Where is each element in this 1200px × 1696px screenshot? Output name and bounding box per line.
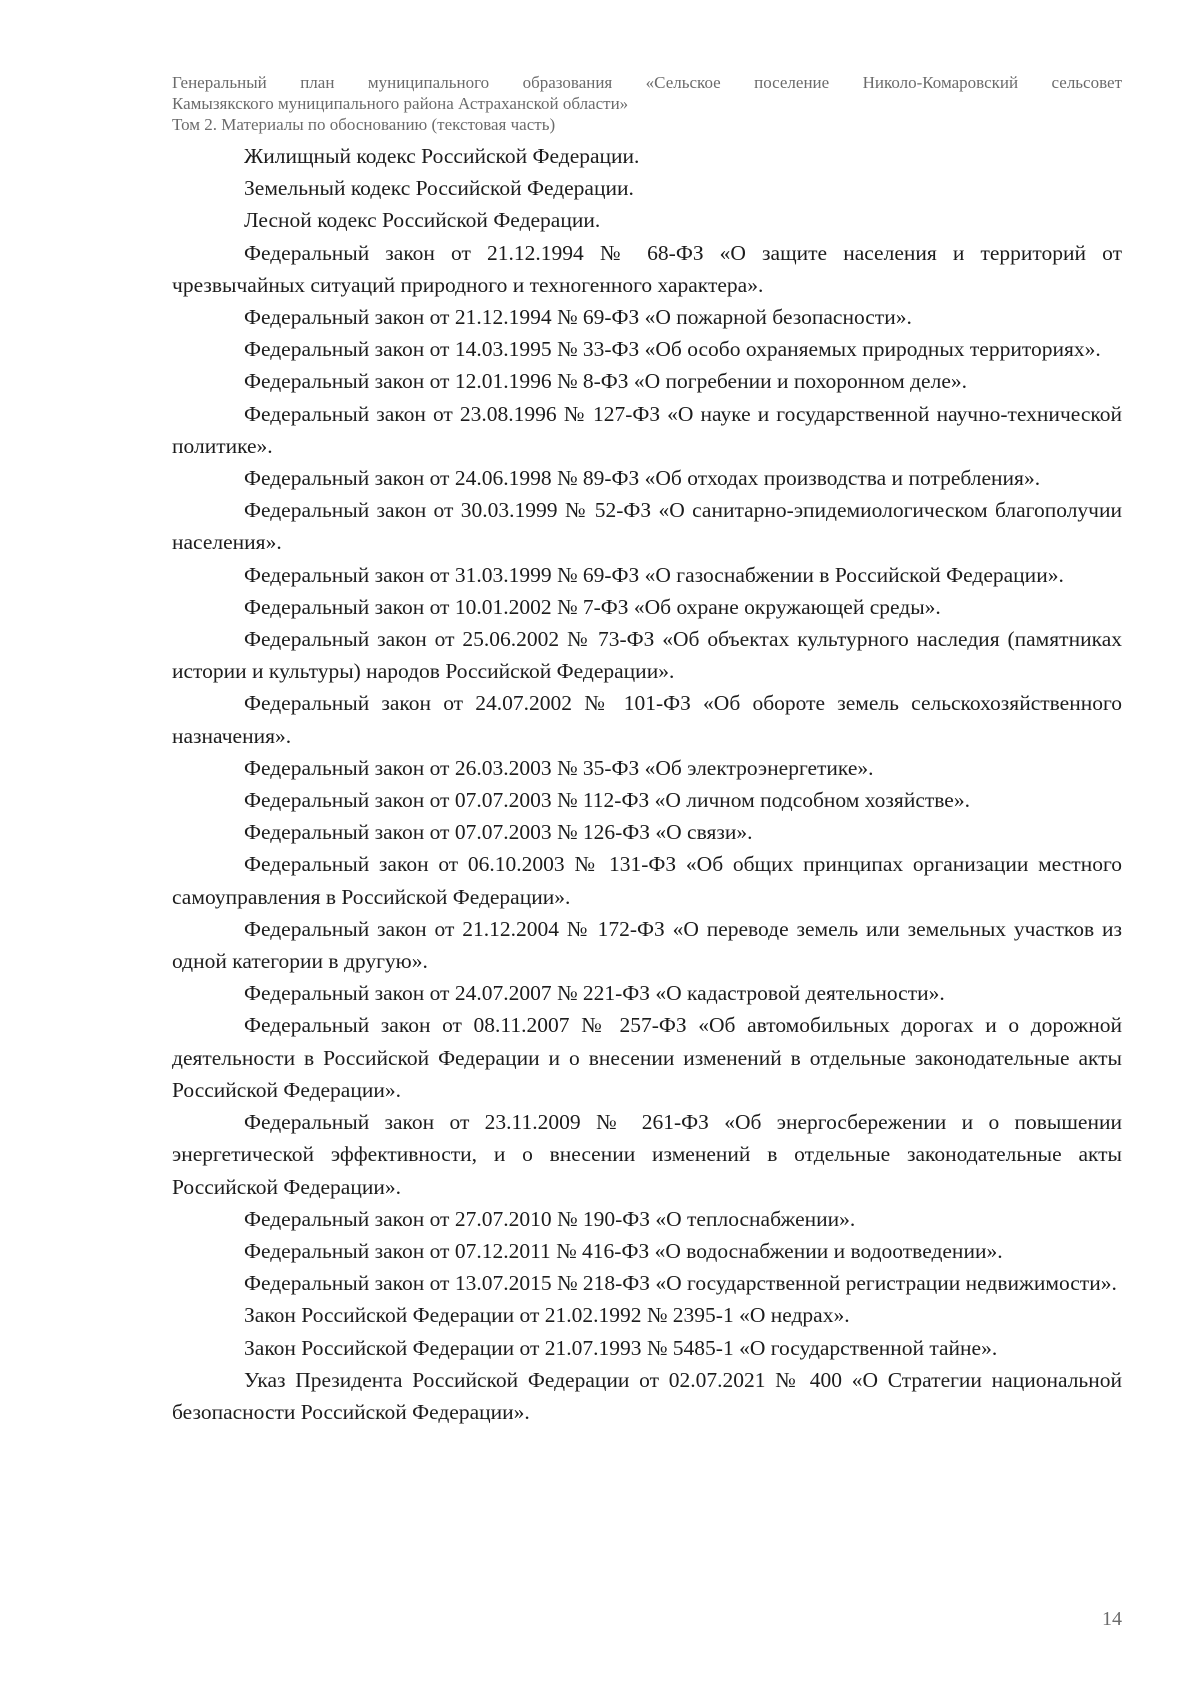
list-item: Федеральный закон от 30.03.1999 № 52-ФЗ «О санитарно-эпидемиологическом благополучии населения».: [172, 498, 1122, 555]
list-item: Федеральный закон от 21.12.1994 № 68-ФЗ «О защите населения и территорий от чрезвычайных ситуаций природного и техногенного характера».: [172, 240, 1122, 297]
page-number: 14: [1102, 1608, 1122, 1630]
header-line-3: Том 2. Материалы по обоснованию (текстовая часть): [172, 115, 556, 134]
list-item: Федеральный закон от 08.11.2007 № 257-ФЗ «Об автомобильных дорогах и о дорожной деятельности в Российской Федерации и о внесении изменений в отдельные законодательные акты Российской Федерации».: [172, 1013, 1122, 1102]
list-item: Федеральный закон от 13.07.2015 № 218-ФЗ «О государственной регистрации недвижимости».: [244, 1271, 1117, 1296]
list-item: Федеральный закон от 27.07.2010 № 190-ФЗ «О теплоснабжении».: [244, 1206, 856, 1231]
list-item: Федеральный закон от 24.07.2007 № 221-ФЗ «О кадастровой деятельности».: [244, 981, 945, 1006]
list-item: Закон Российской Федерации от 21.07.1993 № 5485-1 «О государственной тайне».: [244, 1335, 998, 1360]
legislation-list: [172, 140, 1122, 1428]
running-header: [172, 72, 1122, 135]
list-item: Федеральный закон от 21.12.2004 № 172-ФЗ «О переводе земель или земельных участков из одной категории в другую».: [172, 916, 1122, 974]
list-item: Федеральный закон от 07.12.2011 № 416-ФЗ «О водоснабжении и водоотведении».: [244, 1238, 1003, 1263]
list-item: Федеральный закон от 31.03.1999 № 69-ФЗ «О газоснабжении в Российской Федерации».: [244, 562, 1064, 587]
header-line-1: Генеральный план муниципального образования «Сельское поселение Николо-Комаровский сельсовет: [172, 73, 1122, 92]
list-item: Указ Президента Российской Федерации от 02.07.2021 № 400 «О Стратегии национальной безопасности Российской Федерации».: [172, 1367, 1122, 1424]
list-item: Федеральный закон от 23.08.1996 № 127-ФЗ «О науке и государственной научно-технической политике».: [172, 401, 1122, 458]
list-item: Федеральный закон от 07.07.2003 № 126-ФЗ «О связи».: [244, 820, 753, 845]
list-item: Федеральный закон от 24.07.2002 № 101-ФЗ «Об обороте земель сельскохозяйственного назначения».: [172, 691, 1122, 748]
list-item: Земельный кодекс Российской Федерации.: [244, 176, 634, 201]
list-item: Федеральный закон от 21.12.1994 № 69-ФЗ «О пожарной безопасности».: [244, 305, 912, 330]
list-item: Федеральный закон от 14.03.1995 № 33-ФЗ «Об особо охраняемых природных территориях».: [244, 337, 1101, 362]
list-item: Федеральный закон от 23.11.2009 № 261-ФЗ «Об энергосбережении и о повышении энергетической эффективности, и о внесении изменений в отдельные законодательные акты Российской Федерации».: [172, 1110, 1122, 1199]
list-item: Федеральный закон от 10.01.2002 № 7-ФЗ «Об охране окружающей среды».: [244, 594, 941, 619]
list-item: Федеральный закон от 06.10.2003 № 131-ФЗ «Об общих принципах организации местного самоуправления в Российской Федерации».: [172, 852, 1122, 909]
list-item: Федеральный закон от 12.01.1996 № 8-ФЗ «О погребении и похоронном деле».: [244, 369, 967, 394]
list-item: Федеральный закон от 25.06.2002 № 73-ФЗ «Об объектах культурного наследия (памятниках истории и культуры) народов Российской Федерации».: [172, 627, 1122, 684]
list-item: Закон Российской Федерации от 21.02.1992 № 2395-1 «О недрах».: [244, 1303, 850, 1328]
list-item: Федеральный закон от 26.03.2003 № 35-ФЗ «Об электроэнергетике».: [244, 755, 874, 780]
list-item: Федеральный закон от 07.07.2003 № 112-ФЗ «О личном подсобном хозяйстве».: [244, 788, 970, 813]
list-item: Лесной кодекс Российской Федерации.: [244, 208, 601, 233]
header-line-2: Камызякского муниципального района Астраханской области»: [172, 94, 629, 113]
list-item: Жилищный кодекс Российской Федерации.: [244, 144, 640, 168]
list-item: Федеральный закон от 24.06.1998 № 89-ФЗ «Об отходах производства и потребления».: [244, 466, 1041, 491]
